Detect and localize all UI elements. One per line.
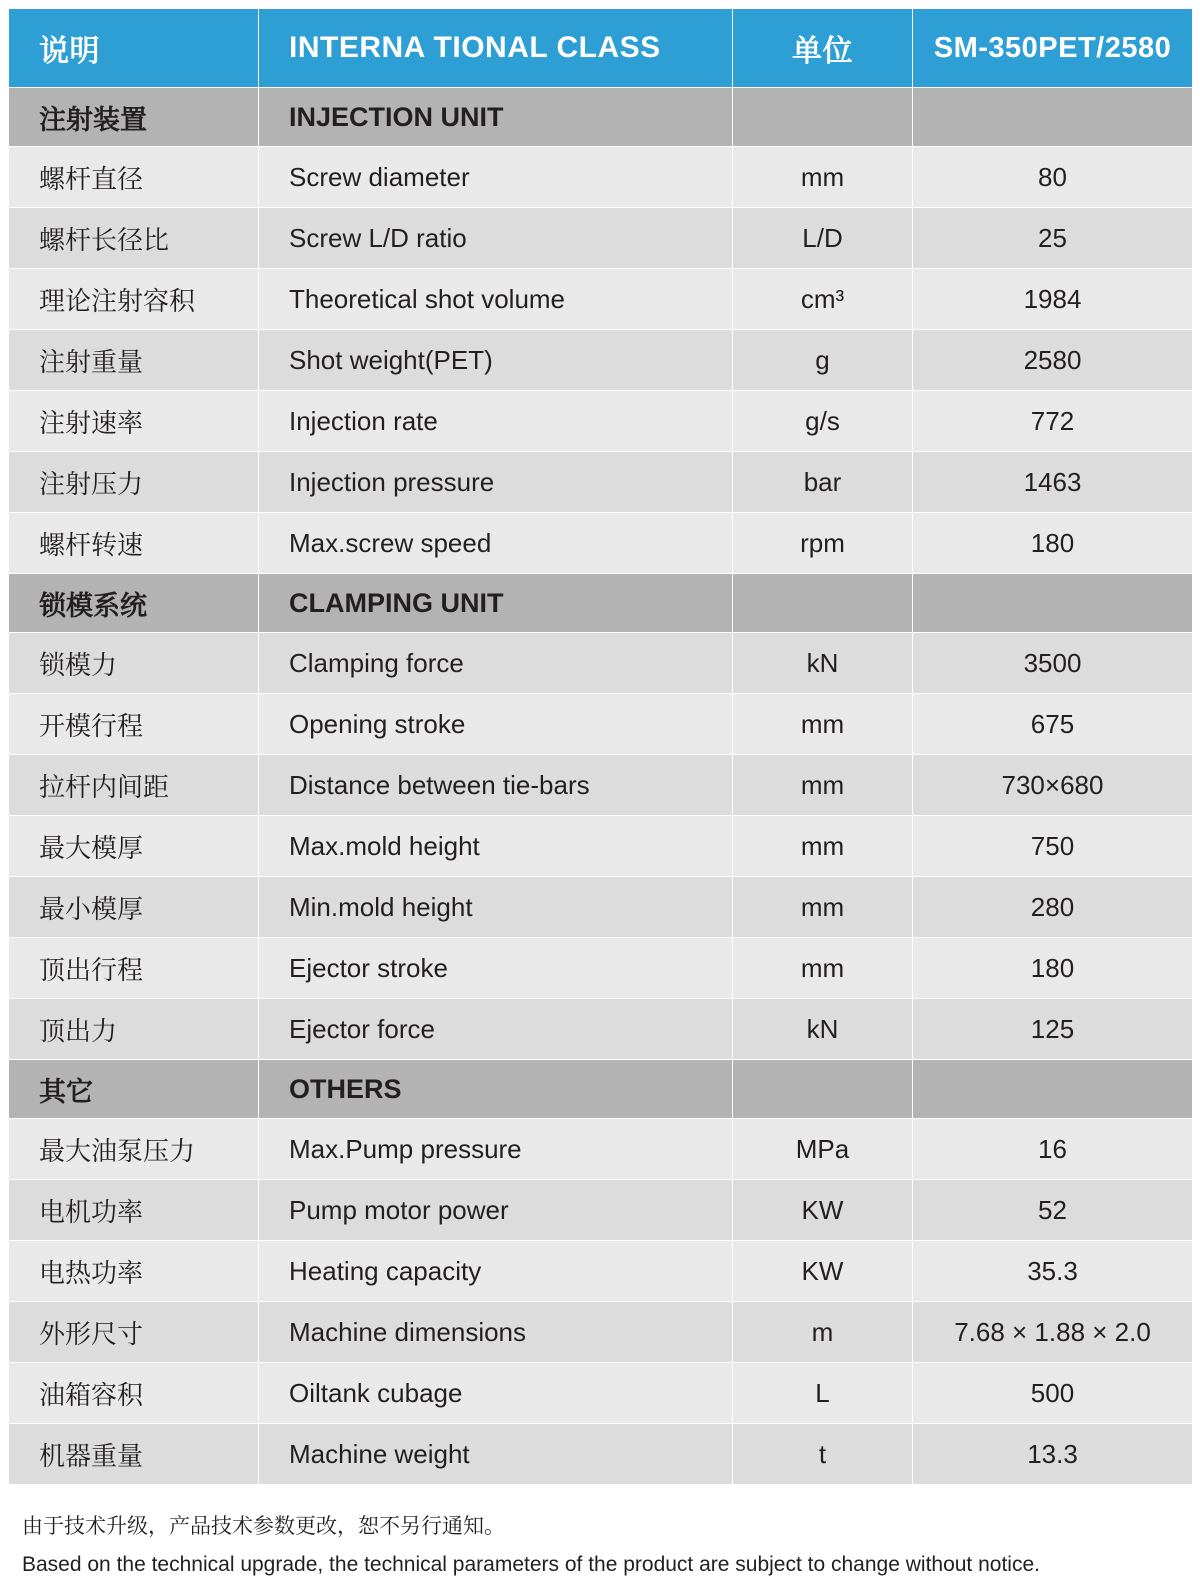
table-row bbox=[9, 208, 1193, 269]
cell-description-cn: 电机功率 bbox=[9, 1180, 259, 1241]
section-label-en: CLAMPING UNIT bbox=[259, 574, 733, 633]
cell-value: 500 bbox=[913, 1363, 1193, 1424]
footnote-en: Based on the technical upgrade, the technical parameters of the product are subject to change without notice. bbox=[22, 1549, 1184, 1580]
cell-value: 52 bbox=[913, 1180, 1193, 1241]
cell-value: 1463 bbox=[913, 452, 1193, 513]
table-row bbox=[9, 938, 1193, 999]
cell-description-en: Screw diameter bbox=[259, 147, 733, 208]
cell-unit: g/s bbox=[733, 391, 913, 452]
section-label-cn: 注射装置 bbox=[9, 88, 259, 147]
cell-description-en: Shot weight(PET) bbox=[259, 330, 733, 391]
cell-description-en: Opening stroke bbox=[259, 694, 733, 755]
section-row bbox=[9, 574, 1193, 633]
table-row bbox=[9, 816, 1193, 877]
cell-unit: MPa bbox=[733, 1119, 913, 1180]
table-row bbox=[9, 452, 1193, 513]
header-cell-description: 说明 bbox=[9, 9, 259, 88]
section-unit-spacer bbox=[733, 574, 913, 633]
cell-unit: cm³ bbox=[733, 269, 913, 330]
footnote bbox=[8, 1511, 1192, 1580]
section-value-spacer bbox=[913, 1060, 1193, 1119]
cell-description-cn: 机器重量 bbox=[9, 1424, 259, 1485]
section-unit-spacer bbox=[733, 1060, 913, 1119]
cell-unit: L/D bbox=[733, 208, 913, 269]
cell-description-en: Machine dimensions bbox=[259, 1302, 733, 1363]
cell-description-cn: 理论注射容积 bbox=[9, 269, 259, 330]
cell-value: 772 bbox=[913, 391, 1193, 452]
cell-value: 730×680 bbox=[913, 755, 1193, 816]
table-row bbox=[9, 1119, 1193, 1180]
table-row bbox=[9, 1241, 1193, 1302]
cell-description-cn: 开模行程 bbox=[9, 694, 259, 755]
cell-description-en: Oiltank cubage bbox=[259, 1363, 733, 1424]
table-row bbox=[9, 877, 1193, 938]
cell-unit: mm bbox=[733, 816, 913, 877]
table-row bbox=[9, 999, 1193, 1060]
cell-unit: mm bbox=[733, 694, 913, 755]
cell-value: 180 bbox=[913, 513, 1193, 574]
cell-description-en: Ejector force bbox=[259, 999, 733, 1060]
cell-value: 13.3 bbox=[913, 1424, 1193, 1485]
cell-value: 280 bbox=[913, 877, 1193, 938]
table-header-row bbox=[9, 9, 1193, 88]
cell-description-cn: 注射速率 bbox=[9, 391, 259, 452]
cell-unit: L bbox=[733, 1363, 913, 1424]
header-cell-international-class: INTERNA TIONAL CLASS bbox=[259, 9, 733, 88]
section-label-cn: 锁模系统 bbox=[9, 574, 259, 633]
cell-description-en: Heating capacity bbox=[259, 1241, 733, 1302]
footnote-cn: 由于技术升级，产品技术参数更改，恕不另行通知。 bbox=[22, 1511, 1184, 1543]
cell-description-cn: 最大模厚 bbox=[9, 816, 259, 877]
table-row bbox=[9, 391, 1193, 452]
specification-table bbox=[8, 8, 1193, 1485]
cell-unit: mm bbox=[733, 938, 913, 999]
section-value-spacer bbox=[913, 88, 1193, 147]
cell-value: 1984 bbox=[913, 269, 1193, 330]
section-unit-spacer bbox=[733, 88, 913, 147]
cell-description-en: Pump motor power bbox=[259, 1180, 733, 1241]
cell-unit: mm bbox=[733, 755, 913, 816]
cell-description-cn: 注射重量 bbox=[9, 330, 259, 391]
cell-description-en: Machine weight bbox=[259, 1424, 733, 1485]
cell-unit: g bbox=[733, 330, 913, 391]
cell-description-en: Max.screw speed bbox=[259, 513, 733, 574]
table-row bbox=[9, 330, 1193, 391]
cell-unit: kN bbox=[733, 999, 913, 1060]
section-row bbox=[9, 88, 1193, 147]
cell-description-cn: 油箱容积 bbox=[9, 1363, 259, 1424]
cell-description-cn: 电热功率 bbox=[9, 1241, 259, 1302]
cell-description-en: Injection pressure bbox=[259, 452, 733, 513]
cell-value: 2580 bbox=[913, 330, 1193, 391]
cell-description-cn: 顶出力 bbox=[9, 999, 259, 1060]
cell-description-cn: 螺杆长径比 bbox=[9, 208, 259, 269]
cell-description-en: Ejector stroke bbox=[259, 938, 733, 999]
cell-unit: mm bbox=[733, 147, 913, 208]
cell-value: 25 bbox=[913, 208, 1193, 269]
cell-description-en: Max.Pump pressure bbox=[259, 1119, 733, 1180]
cell-unit: rpm bbox=[733, 513, 913, 574]
cell-value: 675 bbox=[913, 694, 1193, 755]
cell-unit: kN bbox=[733, 633, 913, 694]
cell-value: 80 bbox=[913, 147, 1193, 208]
cell-value: 16 bbox=[913, 1119, 1193, 1180]
cell-description-cn: 注射压力 bbox=[9, 452, 259, 513]
cell-description-en: Distance between tie-bars bbox=[259, 755, 733, 816]
table-row bbox=[9, 694, 1193, 755]
cell-value: 7.68 × 1.88 × 2.0 bbox=[913, 1302, 1193, 1363]
table-row bbox=[9, 269, 1193, 330]
table-row bbox=[9, 755, 1193, 816]
cell-unit: KW bbox=[733, 1180, 913, 1241]
cell-description-en: Screw L/D ratio bbox=[259, 208, 733, 269]
table-row bbox=[9, 1363, 1193, 1424]
table-row bbox=[9, 147, 1193, 208]
table-row bbox=[9, 1424, 1193, 1485]
cell-description-cn: 最大油泵压力 bbox=[9, 1119, 259, 1180]
section-value-spacer bbox=[913, 574, 1193, 633]
cell-description-cn: 最小模厚 bbox=[9, 877, 259, 938]
cell-unit: KW bbox=[733, 1241, 913, 1302]
table-body bbox=[9, 9, 1193, 1485]
cell-value: 35.3 bbox=[913, 1241, 1193, 1302]
section-row bbox=[9, 1060, 1193, 1119]
cell-description-en: Injection rate bbox=[259, 391, 733, 452]
section-label-cn: 其它 bbox=[9, 1060, 259, 1119]
cell-description-en: Max.mold height bbox=[259, 816, 733, 877]
cell-description-cn: 螺杆直径 bbox=[9, 147, 259, 208]
cell-description-cn: 锁模力 bbox=[9, 633, 259, 694]
header-cell-model: SM-350PET/2580 bbox=[913, 9, 1193, 88]
cell-value: 180 bbox=[913, 938, 1193, 999]
cell-description-cn: 螺杆转速 bbox=[9, 513, 259, 574]
table-row bbox=[9, 1180, 1193, 1241]
cell-value: 3500 bbox=[913, 633, 1193, 694]
section-label-en: OTHERS bbox=[259, 1060, 733, 1119]
table-row bbox=[9, 513, 1193, 574]
cell-value: 125 bbox=[913, 999, 1193, 1060]
header-cell-unit: 单位 bbox=[733, 9, 913, 88]
cell-description-cn: 拉杆内间距 bbox=[9, 755, 259, 816]
cell-unit: mm bbox=[733, 877, 913, 938]
cell-description-en: Theoretical shot volume bbox=[259, 269, 733, 330]
cell-description-cn: 顶出行程 bbox=[9, 938, 259, 999]
cell-description-cn: 外形尺寸 bbox=[9, 1302, 259, 1363]
table-row bbox=[9, 633, 1193, 694]
table-row bbox=[9, 1302, 1193, 1363]
section-label-en: INJECTION UNIT bbox=[259, 88, 733, 147]
cell-description-en: Min.mold height bbox=[259, 877, 733, 938]
cell-unit: bar bbox=[733, 452, 913, 513]
cell-unit: t bbox=[733, 1424, 913, 1485]
cell-unit: m bbox=[733, 1302, 913, 1363]
cell-description-en: Clamping force bbox=[259, 633, 733, 694]
cell-value: 750 bbox=[913, 816, 1193, 877]
